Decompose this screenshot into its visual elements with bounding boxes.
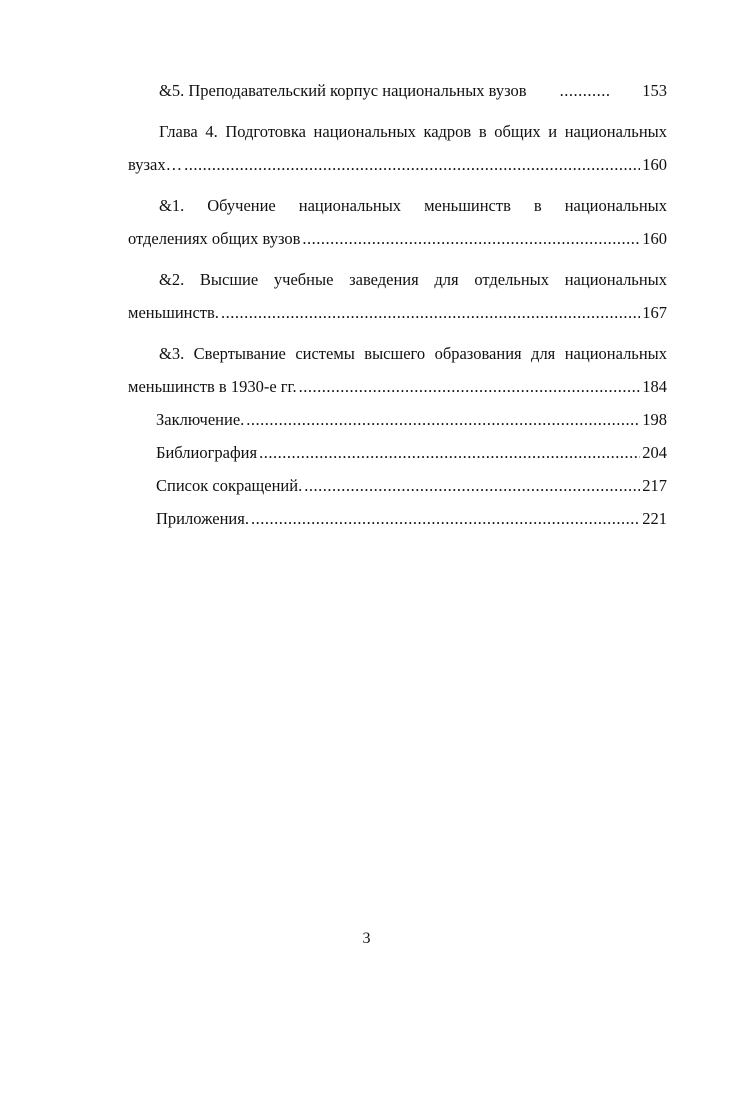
dot-leader [251, 502, 640, 535]
toc-entry-title-line2: меньшинств в 1930-е гг. [128, 377, 297, 396]
toc-entry-section-3 [128, 337, 667, 403]
table-of-contents [128, 74, 667, 535]
toc-entry-title-line1: &3. Свертывание системы высшего образования для национальных [159, 344, 667, 363]
toc-entry-title-line2: отделениях общих вузов [128, 229, 301, 248]
toc-page-number: 184 [642, 377, 667, 396]
toc-entry-appendices [128, 502, 667, 535]
toc-entry-section-5 [128, 74, 667, 107]
toc-page-number: 204 [642, 443, 667, 462]
toc-entry-title-line2: меньшинств. [128, 303, 219, 322]
toc-page-number: 221 [642, 509, 667, 528]
toc-entry-section-1 [128, 189, 667, 255]
toc-entry-title: Приложения. [156, 509, 249, 528]
dot-leader [302, 222, 640, 255]
dot-leader [259, 436, 640, 469]
toc-entry-chapter-4 [128, 115, 667, 181]
dot-leader [184, 148, 640, 181]
toc-entry-conclusion [128, 403, 667, 436]
toc-entry-title-line2: вузах… [128, 155, 183, 174]
toc-entry-title: Заключение. [156, 410, 245, 429]
dot-leader [529, 74, 610, 107]
toc-entry-title: Библиография [156, 443, 258, 462]
dot-leader [304, 469, 640, 502]
toc-page-number: 153 [642, 81, 667, 100]
toc-entry-bibliography [128, 436, 667, 469]
dot-leader [299, 370, 641, 403]
toc-entry-title: &5. Преподавательский корпус национальных вузов [159, 81, 527, 100]
toc-entry-section-2 [128, 263, 667, 329]
toc-page-number: 160 [642, 229, 667, 248]
toc-entry-title-line1: Глава 4. Подготовка национальных кадров в общих и национальных [159, 122, 667, 141]
toc-page-number: 167 [642, 303, 667, 322]
page-number: 3 [362, 930, 371, 947]
toc-entry-title-line1: &2. Высшие учебные заведения для отдельных национальных [159, 270, 667, 289]
toc-page-number: 217 [642, 476, 667, 495]
toc-entry-title: Список сокращений. [156, 476, 303, 495]
dot-leader [221, 296, 640, 329]
toc-page-number: 198 [642, 410, 667, 429]
toc-entry-title-line1: &1. Обучение национальных меньшинств в национальных [159, 196, 667, 215]
dot-leader [246, 403, 640, 436]
toc-page-number: 160 [642, 155, 667, 174]
toc-entry-abbreviations [128, 469, 667, 502]
